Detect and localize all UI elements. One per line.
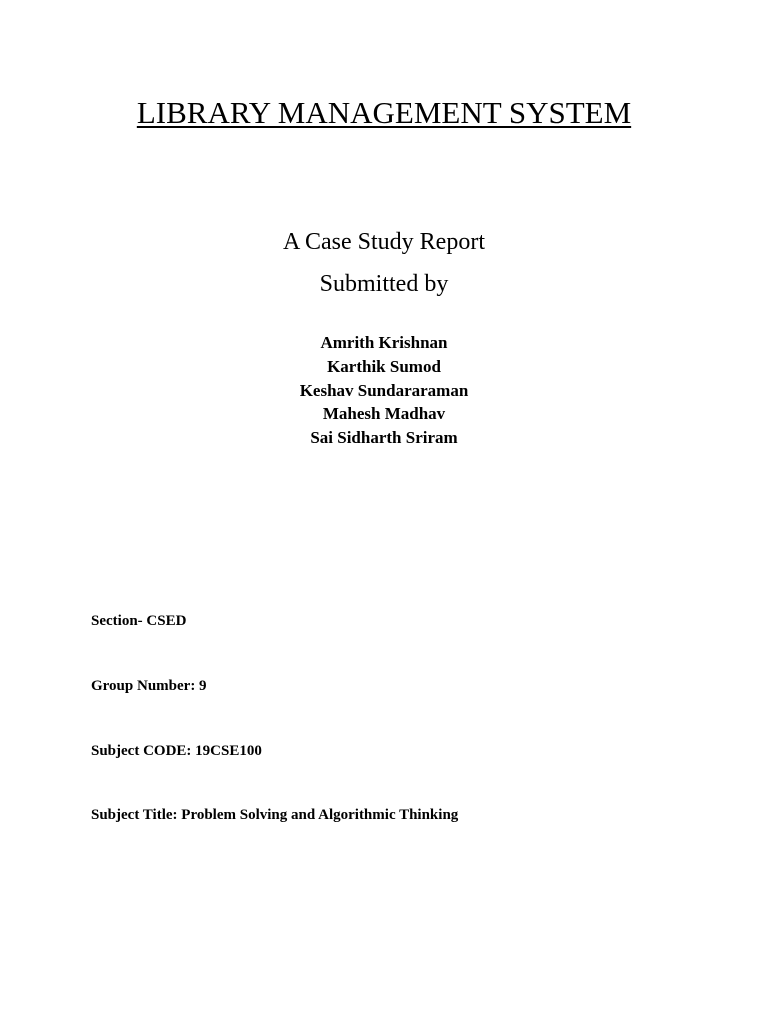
subject-code-line: Subject CODE: 19CSE100 xyxy=(91,743,262,759)
author-name: Karthik Sumod xyxy=(327,356,441,376)
subject-title-line: Subject Title: Problem Solving and Algorithmic Thinking xyxy=(91,807,459,823)
group-number-line: Group Number: 9 xyxy=(91,678,207,694)
author-name: Keshav Sundararaman xyxy=(299,380,469,400)
author-name: Mahesh Madhav xyxy=(322,404,446,424)
author-name: Sai Sidharth Sriram xyxy=(310,428,458,447)
author-name: Amrith Krishnan xyxy=(320,333,448,352)
submitted-by-label: Submitted by xyxy=(319,271,449,297)
report-type: A Case Study Report xyxy=(283,229,485,255)
author-list xyxy=(0,331,768,450)
report-title: LIBRARY MANAGEMENT SYSTEM xyxy=(136,95,632,130)
section-line: Section- CSED xyxy=(91,613,187,629)
